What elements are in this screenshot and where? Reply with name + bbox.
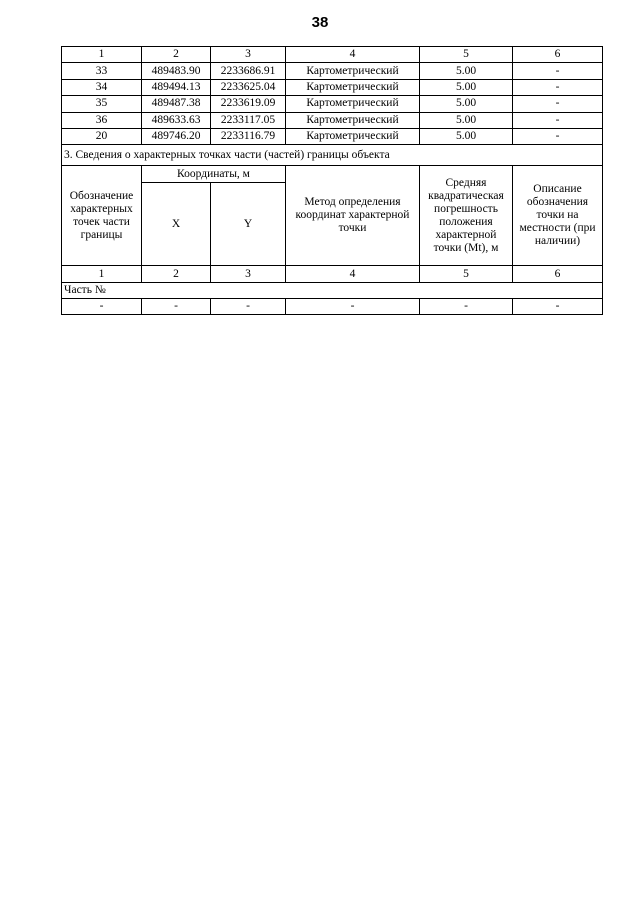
table-row <box>62 298 603 314</box>
point-number-cell: 34 <box>62 79 142 95</box>
point-number-cell: 35 <box>62 96 142 112</box>
coordinates-table <box>61 46 603 315</box>
column-number-cell: 2 <box>142 266 211 282</box>
column-number-cell: 6 <box>513 266 603 282</box>
table-row <box>62 96 603 112</box>
part-number-label: Часть № <box>62 282 603 298</box>
empty-cell: - <box>286 298 420 314</box>
table-row <box>62 63 603 79</box>
y-coordinate-cell: 2233619.09 <box>211 96 286 112</box>
x-coordinate-cell: 489483.90 <box>142 63 211 79</box>
column-number-cell: 4 <box>286 47 420 63</box>
description-cell: - <box>513 96 603 112</box>
method-cell: Картометрический <box>286 79 420 95</box>
column-number-cell: 5 <box>420 266 513 282</box>
point-number-cell: 33 <box>62 63 142 79</box>
method-cell: Картометрический <box>286 63 420 79</box>
empty-cell: - <box>513 298 603 314</box>
error-cell: 5.00 <box>420 96 513 112</box>
column-number-cell: 3 <box>211 47 286 63</box>
column-number-cell: 5 <box>420 47 513 63</box>
y-coordinate-cell: 2233117.05 <box>211 112 286 128</box>
description-cell: - <box>513 112 603 128</box>
empty-cell: - <box>211 298 286 314</box>
empty-cell: - <box>142 298 211 314</box>
x-coordinate-cell: 489494.13 <box>142 79 211 95</box>
error-cell: 5.00 <box>420 112 513 128</box>
column-number-cell: 6 <box>513 47 603 63</box>
coordinates-header: Координаты, м <box>142 166 286 183</box>
section-title: 3. Сведения о характерных точках части (частей) границы объекта <box>62 145 603 166</box>
error-header: Средняя квадратическая погрешность положения характерной точки (Mt), м <box>420 166 513 266</box>
header-row <box>62 166 603 183</box>
error-cell: 5.00 <box>420 63 513 79</box>
description-cell: - <box>513 128 603 144</box>
table-row <box>62 112 603 128</box>
column-number-cell: 3 <box>211 266 286 282</box>
x-coordinate-cell: 489633.63 <box>142 112 211 128</box>
y-coordinate-cell: 2233116.79 <box>211 128 286 144</box>
x-coordinate-cell: 489487.38 <box>142 96 211 112</box>
point-number-cell: 36 <box>62 112 142 128</box>
y-coordinate-cell: 2233686.91 <box>211 63 286 79</box>
error-cell: 5.00 <box>420 79 513 95</box>
section-title-row <box>62 145 603 166</box>
part-label-row <box>62 282 603 298</box>
table-row <box>62 128 603 144</box>
empty-cell: - <box>420 298 513 314</box>
column-number-cell: 1 <box>62 266 142 282</box>
column-number-row <box>62 266 603 282</box>
column-number-cell: 4 <box>286 266 420 282</box>
x-coordinate-cell: 489746.20 <box>142 128 211 144</box>
description-header: Описание обозначения точки на местности (при наличии) <box>513 166 603 266</box>
method-cell: Картометрический <box>286 112 420 128</box>
x-header: X <box>142 183 211 266</box>
method-cell: Картометрический <box>286 96 420 112</box>
error-cell: 5.00 <box>420 128 513 144</box>
description-cell: - <box>513 63 603 79</box>
column-number-cell: 2 <box>142 47 211 63</box>
y-header: Y <box>211 183 286 266</box>
column-number-cell: 1 <box>62 47 142 63</box>
column-number-row <box>62 47 603 63</box>
method-header: Метод определения координат характерной точки <box>286 166 420 266</box>
table-row <box>62 79 603 95</box>
point-number-cell: 20 <box>62 128 142 144</box>
designation-header: Обозначение характерных точек части границы <box>62 166 142 266</box>
description-cell: - <box>513 79 603 95</box>
method-cell: Картометрический <box>286 128 420 144</box>
empty-cell: - <box>62 298 142 314</box>
y-coordinate-cell: 2233625.04 <box>211 79 286 95</box>
page-number: 38 <box>311 14 329 31</box>
